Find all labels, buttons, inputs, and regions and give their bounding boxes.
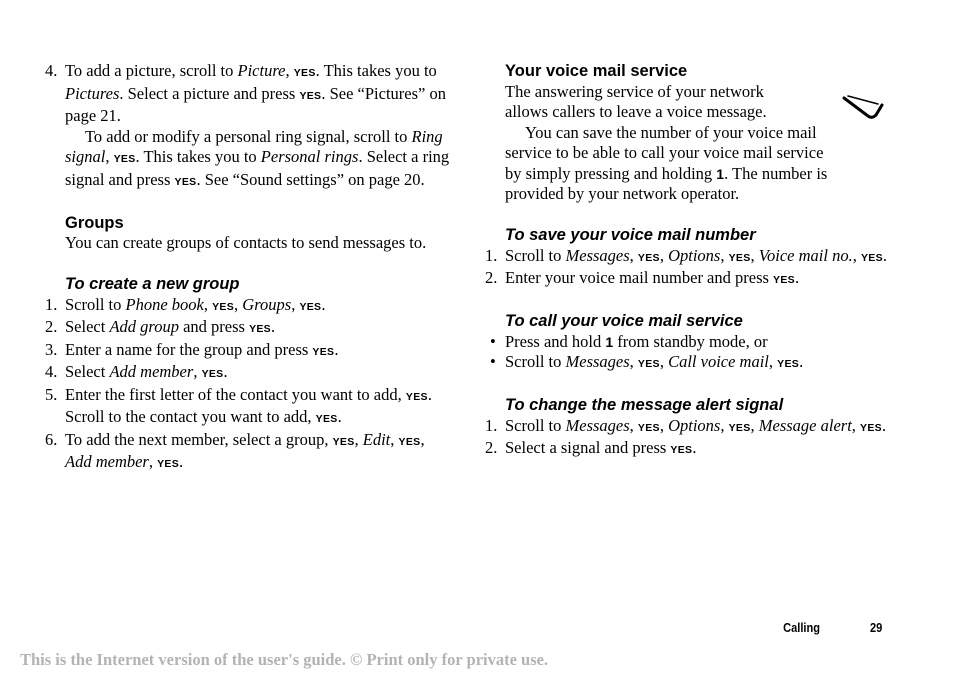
- yes-key-label: YES: [398, 435, 421, 448]
- ring-signal-paragraph: To add or modify a personal ring signal, scroll to Ring signal, YES. This takes you to Personal rings. Select a ring signal and press YES. See “Sound settings” on page 20.: [65, 126, 450, 189]
- list-item: 3. Enter a name for the group and press YES.: [45, 339, 339, 359]
- alert-signal-steps: [485, 416, 905, 461]
- yes-key-label: YES: [315, 413, 338, 425]
- list-item: 5. Enter the first letter of the contact you want to add, YES. Scroll to the contact you want to add, YES.: [45, 384, 432, 426]
- list-item: 4. Select Add member, YES.: [45, 362, 228, 381]
- yes-key-label: YES: [174, 175, 197, 188]
- yes-key-label: YES: [728, 251, 751, 264]
- yes-key-label: YES: [299, 89, 322, 102]
- internet-version-notice: This is the Internet version of the user's guide. © Print only for private use.: [20, 650, 549, 669]
- picture-step-list: [45, 61, 455, 127]
- voicemail-tape-icon: [840, 88, 886, 122]
- voicemail-intro-line-1: The answering service of your network: [505, 81, 764, 101]
- yes-key-label: YES: [670, 444, 693, 456]
- footer-section-title: Calling: [783, 620, 820, 635]
- save-voicemail-steps: [485, 246, 905, 291]
- yes-key-label: YES: [293, 67, 316, 79]
- yes-key-label: YES: [113, 153, 136, 165]
- list-item: 1. Scroll to Messages, YES, Options, YES, Voice mail no., YES.: [485, 245, 888, 265]
- list-item: 2. Enter your voice mail number and press YES.: [485, 268, 800, 287]
- list-item: 6. To add the next member, select a group, YES, Edit, YES, Add member, YES.: [45, 429, 425, 471]
- call-voicemail-bullets: [485, 332, 905, 375]
- yes-key-label: YES: [332, 435, 355, 448]
- yes-key-label: YES: [157, 458, 180, 470]
- yes-key-label: YES: [773, 274, 795, 286]
- list-item: • Scroll to Messages, YES, Call voice mail, YES.: [490, 352, 804, 371]
- key-one-label: 1: [605, 333, 614, 350]
- list-item: • Press and hold 1 from standby mode, or: [490, 331, 768, 351]
- yes-key-label: YES: [860, 251, 883, 264]
- voicemail-intro-line-2: allows callers to leave a voice message.: [505, 102, 767, 121]
- list-item: 2. Select Add group and press YES.: [45, 317, 276, 336]
- yes-key-label: YES: [405, 390, 428, 403]
- list-item: 2. Select a signal and press YES.: [485, 438, 697, 457]
- yes-key-label: YES: [299, 300, 322, 313]
- page-number: 29: [870, 620, 883, 635]
- left-column: [45, 61, 455, 475]
- yes-key-label: YES: [637, 358, 660, 370]
- groups-heading: Groups: [65, 213, 124, 232]
- list-item: 4. To add a picture, scroll to Picture, YES. This takes you to Pictures. Select a picture and press YES. See “Pictures” on page 21.: [45, 61, 446, 125]
- yes-key-label: YES: [212, 300, 235, 313]
- voicemail-save-paragraph: You can save the number of your voice mail service to be able to call your voice mail service by simply pressing and holding 1. The number is provided by your network operator.: [505, 122, 828, 203]
- alert-signal-heading: To change the message alert signal: [505, 396, 784, 414]
- yes-key-label: YES: [637, 421, 660, 434]
- yes-key-label: YES: [312, 345, 335, 358]
- list-item: 1. Scroll to Messages, YES, Options, YES, Message alert, YES.: [485, 415, 887, 435]
- yes-key-label: YES: [728, 421, 751, 434]
- yes-key-label: YES: [201, 368, 224, 380]
- yes-key-label: YES: [249, 323, 271, 335]
- voicemail-heading: Your voice mail service: [505, 62, 688, 80]
- create-group-heading: To create a new group: [65, 275, 240, 293]
- create-group-steps: [45, 295, 455, 475]
- groups-paragraph: You can create groups of contacts to send messages to.: [65, 233, 427, 252]
- yes-key-label: YES: [777, 358, 800, 370]
- yes-key-label: YES: [860, 421, 882, 434]
- yes-key-label: YES: [637, 251, 660, 264]
- list-item: 1. Scroll to Phone book, YES, Groups, YES.: [45, 294, 326, 314]
- call-voicemail-heading: To call your voice mail service: [505, 312, 743, 330]
- save-voicemail-heading: To save your voice mail number: [505, 226, 756, 244]
- key-one-label: 1: [716, 165, 725, 182]
